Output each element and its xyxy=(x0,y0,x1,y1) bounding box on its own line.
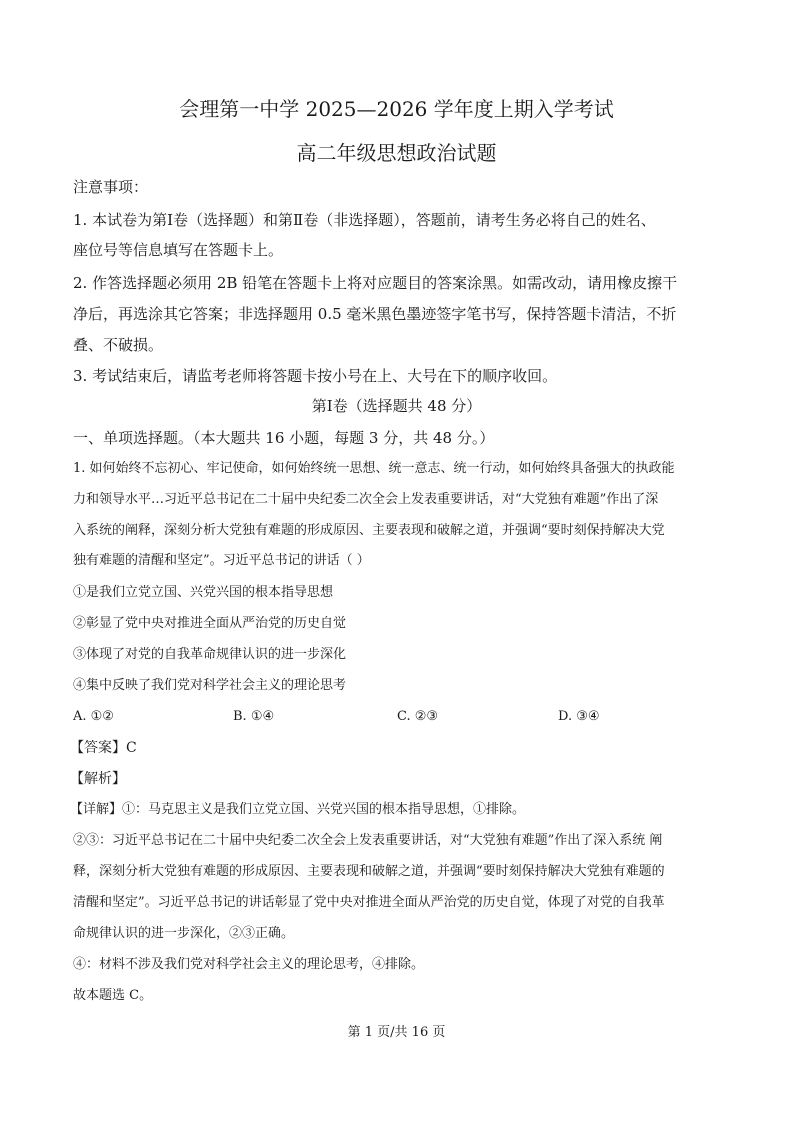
notice-line: 1. 本试卷为第Ⅰ卷（选择题）和第Ⅱ卷（非选择题），答题前，请考生务必将自己的姓名、 xyxy=(73,211,656,229)
notice-line: 净后，再选涂其它答案；非选择题用 0.5 毫米黑色墨迹签字笔书写，保持答题卡清洁，不折 xyxy=(73,305,677,323)
notice-heading: 注意事项： xyxy=(73,178,149,196)
option-a: A. ①② xyxy=(73,709,114,724)
detail-line: ④：材料不涉及我们党对科学社会主义的理论思考，④排除。 xyxy=(73,957,425,972)
question-stem-line: 1. 如何始终不忘初心、牢记使命，如何始终统一思想、统一意志、统一行动，如何始终具备强大的执政能 xyxy=(73,461,675,476)
notice-line: 座位号等信息填写在答题卡上。 xyxy=(73,241,284,259)
notice-line: 2. 作答选择题必须用 2B 铅笔在答题卡上将对应题目的答案涂黑。如需改动，请用橡皮擦干 xyxy=(73,274,678,292)
analysis-label: 【解析】 xyxy=(70,771,126,787)
answer-label: 【答案】C xyxy=(70,740,137,756)
option-b: B. ①④ xyxy=(233,709,275,724)
question-stem-line: 独有难题的清醒和坚定”。习近平总书记的讲话（ ） xyxy=(73,553,370,568)
page-number: 第 1 页/共 16 页 xyxy=(347,1025,446,1040)
exam-subject-title: 高二年级思想政治试题 xyxy=(296,141,497,165)
statement-1: ①是我们立党立国、兴党兴国的根本指导思想 xyxy=(73,585,334,600)
detail-line: 释，深刻分析大党独有难题的形成原因、主要表现和破解之道，并强调“要时刻保持解决大党独有难题的 xyxy=(73,864,665,879)
question-stem-line: 入系统的阐释，深刻分析大党独有难题的形成原因、主要表现和破解之道，并强调“要时刻保持解决大党 xyxy=(73,523,665,538)
part-heading: 一、单项选择题。（本大题共 16 小题，每题 3 分，共 48 分。） xyxy=(73,429,495,447)
option-d: D. ③④ xyxy=(558,709,600,724)
option-c: C. ②③ xyxy=(397,709,439,724)
notice-line: 3. 考试结束后，请监考老师将答题卡按小号在上、大号在下的顺序收回。 xyxy=(73,367,558,385)
notice-line: 叠、不破损。 xyxy=(73,336,164,354)
statement-4: ④集中反映了我们党对科学社会主义的理论思考 xyxy=(73,678,347,693)
statement-3: ③体现了对党的自我革命规律认识的进一步深化 xyxy=(73,647,347,662)
section-title: 第Ⅰ卷（选择题共 48 分） xyxy=(311,397,482,415)
detail-line: 故本题选 C。 xyxy=(73,988,153,1003)
detail-line: 清醒和坚定”。习近平总书记的讲话彰显了党中央对推进全面从严治党的历史自觉，体现了对党的自我革 xyxy=(73,895,665,910)
statement-2: ②彰显了党中央对推进全面从严治党的历史自觉 xyxy=(73,616,347,631)
school-exam-title: 会理第一中学 2025—2026 学年度上期入学考试 xyxy=(179,97,614,121)
detail-line: 命规律认识的进一步深化，②③正确。 xyxy=(73,926,295,941)
question-stem-line: 力和领导水平…习近平总书记在二十届中央纪委二次全会上发表重要讲话，对“大党独有难题”作出了深 xyxy=(73,492,659,507)
detail-line: 【详解】①：马克思主义是我们立党立国、兴党兴国的根本指导思想，①排除。 xyxy=(70,802,526,817)
detail-line: ②③：习近平总书记在二十届中央纪委二次全会上发表重要讲话，对“大党独有难题”作出了深入系统 阐 xyxy=(73,833,663,848)
